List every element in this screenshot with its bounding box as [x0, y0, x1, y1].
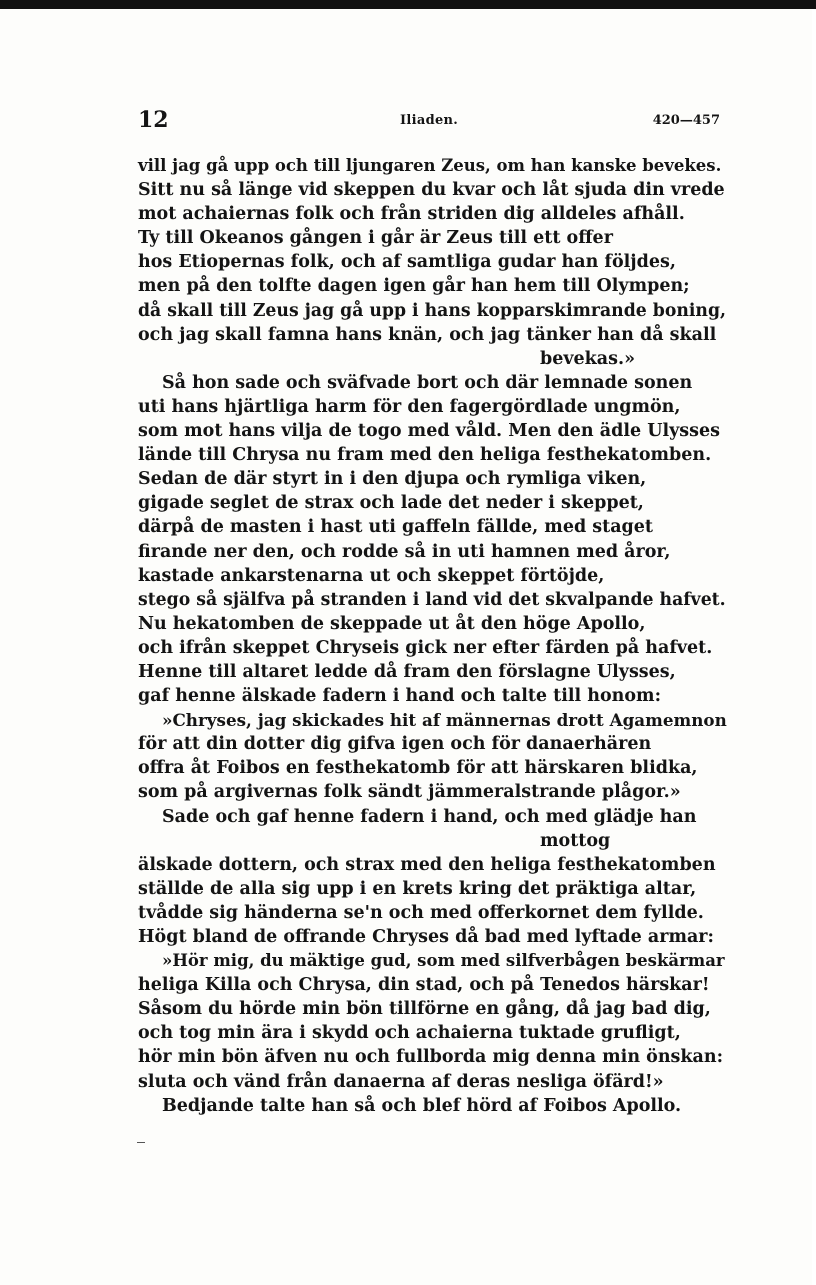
text-line: sluta och vänd från danaerna af deras nesliga öfärd!»: [138, 1071, 664, 1092]
text-line: Såsom du hörde min bön tillförne en gång, då jag bad dig,: [138, 999, 711, 1020]
scan-top-edge: [0, 0, 816, 9]
text-line: Sade och gaf henne fadern i hand, och med glädje han: [162, 806, 697, 827]
line-range: 420—457: [652, 113, 720, 128]
text-line: »Hör mig, du mäktige gud, som med silfverbågen beskärmar: [162, 951, 725, 971]
text-line: Högt bland de offrande Chryses då bad med lyftade armar:: [138, 927, 714, 947]
text-line: älskade dottern, och strax med den heliga festhekatomben: [138, 854, 716, 875]
text-line: stego så själfva på stranden i land vid det skvalpande hafvet.: [138, 589, 726, 610]
text-line: Bedjande talte han så och blef hörd af Foibos Apollo.: [162, 1095, 682, 1116]
text-line: heliga Killa och Chrysa, din stad, och på Tenedos härskar!: [138, 975, 710, 996]
text-line: därpå de masten i hast uti gaffeln fällde, med staget: [138, 517, 654, 538]
text-line-continuation: mottog: [540, 830, 611, 851]
text-line-continuation: bevekas.»: [540, 348, 636, 369]
text-line: lände till Chrysa nu fram med den heliga festhekatomben.: [138, 445, 712, 466]
margin-mark: [137, 1142, 145, 1143]
text-line: kastade ankarstenarna ut och skeppet förtöjde,: [138, 565, 605, 586]
text-line: Henne till altaret ledde då fram den förslagne Ulysses,: [138, 661, 676, 682]
text-line: uti hans hjärtliga harm för den fagergördlade ungmön,: [138, 396, 681, 417]
text-line: Ty till Okeanos gången i går är Zeus till ett offer: [138, 228, 613, 249]
text-line: mot achaiernas folk och från striden dig alldeles afhåll.: [138, 204, 685, 225]
book-page: [0, 9, 812, 1285]
text-line: gaf henne älskade fadern i hand och talte till honom:: [138, 686, 662, 707]
text-line: ställde de alla sig upp i en krets kring det präktiga altar,: [138, 878, 697, 899]
text-line: »Chryses, jag skickades hit af männernas drott Agamemnon: [162, 710, 727, 731]
text-line: och ifrån skeppet Chryseis gick ner efter färden på hafvet.: [138, 637, 713, 658]
text-line: hos Etiopernas folk, och af samtliga gudar han följdes,: [138, 252, 676, 273]
running-title: Iliaden.: [400, 113, 459, 128]
text-line: som på argivernas folk sändt jämmeralstrande plågor.»: [138, 782, 681, 803]
text-line: och tog min ära i skydd och achaierna tuktade grufligt,: [138, 1023, 681, 1044]
poem-text: [138, 154, 728, 1118]
text-line: Sedan de där styrt in i den djupa och rymliga viken,: [138, 469, 647, 490]
page-number: 12: [138, 107, 169, 133]
text-line: Så hon sade och sväfvade bort och där lemnade sonen: [162, 372, 693, 393]
text-line: som mot hans vilja de togo med våld. Men den ädle Ulysses: [138, 421, 720, 442]
text-line: hör min bön äfven nu och fullborda mig denna min önskan:: [138, 1047, 724, 1068]
text-line: då skall till Zeus jag gå upp i hans kopparskimrande boning,: [138, 300, 727, 321]
text-line: Sitt nu så länge vid skeppen du kvar och låt sjuda din vrede: [138, 180, 725, 201]
text-line: och jag skall famna hans knän, och jag tänker han då skall: [138, 324, 717, 345]
text-line: Nu hekatomben de skeppade ut åt den höge Apollo,: [138, 613, 646, 634]
text-line: tvådde sig händerna se'n och med offerkornet dem fyllde.: [138, 902, 704, 923]
text-line: offra åt Foibos en festhekatomb för att härskaren blidka,: [138, 758, 698, 779]
text-line: vill jag gå upp och till ljungaren Zeus, om han kanske bevekes.: [138, 156, 722, 175]
text-line: firande ner den, och rodde så in uti hamnen med åror,: [138, 541, 671, 562]
text-line: för att din dotter dig gifva igen och för danaerhären: [138, 734, 652, 755]
running-header: [138, 107, 720, 137]
text-line: men på den tolfte dagen igen går han hem till Olympen;: [138, 276, 690, 297]
text-line: gigade seglet de strax och lade det neder i skeppet,: [138, 493, 644, 514]
